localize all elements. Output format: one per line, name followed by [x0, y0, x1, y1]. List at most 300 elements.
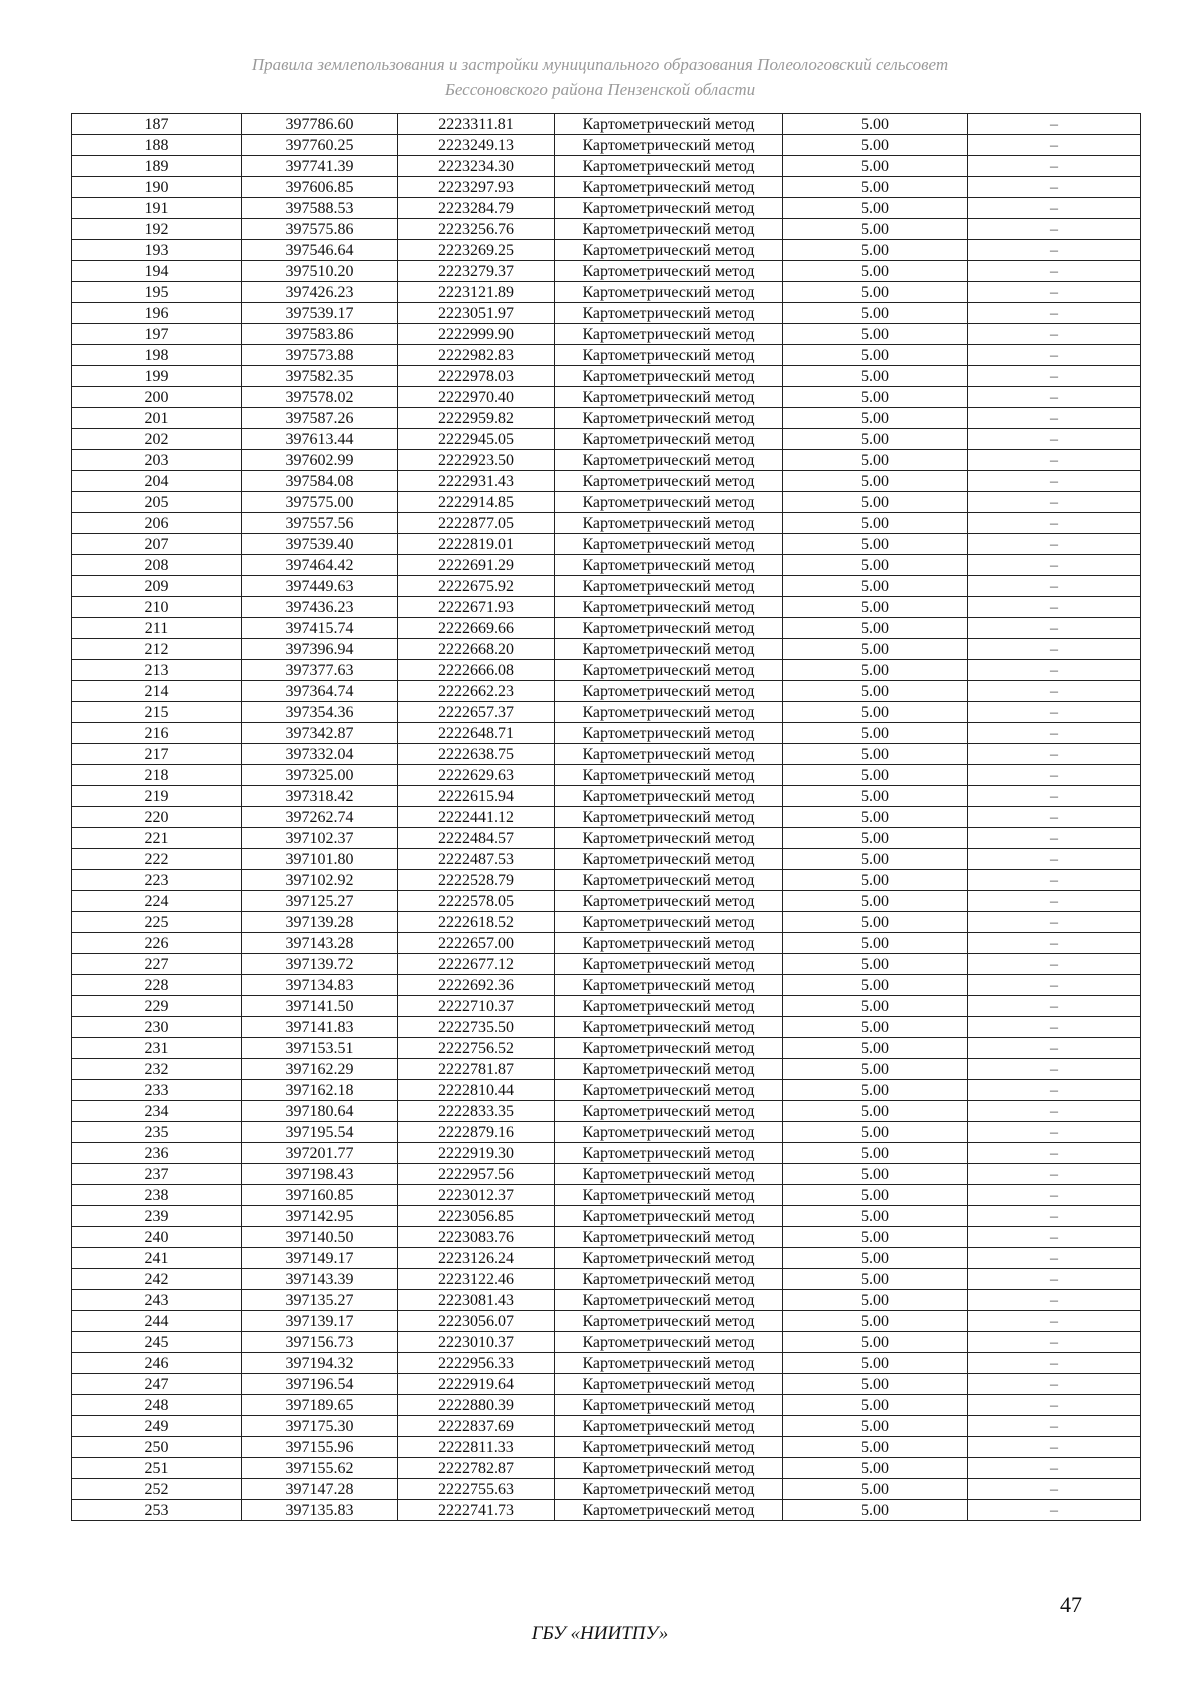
y-coordinate-cell: 2223279.37	[398, 261, 555, 282]
x-coordinate-cell: 397786.60	[242, 114, 398, 135]
y-coordinate-cell: 2223083.76	[398, 1227, 555, 1248]
x-coordinate-cell: 397134.83	[242, 975, 398, 996]
note-cell: –	[968, 408, 1141, 429]
y-coordinate-cell: 2222879.16	[398, 1122, 555, 1143]
table-row	[72, 870, 1141, 891]
y-coordinate-cell: 2222978.03	[398, 366, 555, 387]
accuracy-cell: 5.00	[783, 597, 968, 618]
method-cell: Картометрический метод	[555, 597, 783, 618]
y-coordinate-cell: 2222666.08	[398, 660, 555, 681]
point-number-cell: 250	[72, 1437, 242, 1458]
y-coordinate-cell: 2222999.90	[398, 324, 555, 345]
y-coordinate-cell: 2222833.35	[398, 1101, 555, 1122]
point-number-cell: 245	[72, 1332, 242, 1353]
table-row	[72, 429, 1141, 450]
x-coordinate-cell: 397155.96	[242, 1437, 398, 1458]
table-row	[72, 1143, 1141, 1164]
x-coordinate-cell: 397354.36	[242, 702, 398, 723]
point-number-cell: 223	[72, 870, 242, 891]
point-number-cell: 247	[72, 1374, 242, 1395]
table-row	[72, 114, 1141, 135]
method-cell: Картометрический метод	[555, 1332, 783, 1353]
accuracy-cell: 5.00	[783, 345, 968, 366]
accuracy-cell: 5.00	[783, 387, 968, 408]
table-row	[72, 198, 1141, 219]
table-row	[72, 1080, 1141, 1101]
note-cell: –	[968, 114, 1141, 135]
point-number-cell: 249	[72, 1416, 242, 1437]
x-coordinate-cell: 397143.28	[242, 933, 398, 954]
y-coordinate-cell: 2222837.69	[398, 1416, 555, 1437]
table-row	[72, 765, 1141, 786]
method-cell: Картометрический метод	[555, 702, 783, 723]
method-cell: Картометрический метод	[555, 933, 783, 954]
note-cell: –	[968, 240, 1141, 261]
x-coordinate-cell: 397415.74	[242, 618, 398, 639]
x-coordinate-cell: 397139.72	[242, 954, 398, 975]
note-cell: –	[968, 156, 1141, 177]
table-row	[72, 1269, 1141, 1290]
y-coordinate-cell: 2222919.30	[398, 1143, 555, 1164]
accuracy-cell: 5.00	[783, 429, 968, 450]
x-coordinate-cell: 397436.23	[242, 597, 398, 618]
table-row	[72, 576, 1141, 597]
accuracy-cell: 5.00	[783, 891, 968, 912]
point-number-cell: 251	[72, 1458, 242, 1479]
note-cell: –	[968, 702, 1141, 723]
point-number-cell: 194	[72, 261, 242, 282]
accuracy-cell: 5.00	[783, 303, 968, 324]
table-row	[72, 744, 1141, 765]
point-number-cell: 208	[72, 555, 242, 576]
method-cell: Картометрический метод	[555, 1185, 783, 1206]
note-cell: –	[968, 849, 1141, 870]
accuracy-cell: 5.00	[783, 1101, 968, 1122]
note-cell: –	[968, 891, 1141, 912]
y-coordinate-cell: 2222782.87	[398, 1458, 555, 1479]
x-coordinate-cell: 397198.43	[242, 1164, 398, 1185]
method-cell: Картометрический метод	[555, 555, 783, 576]
point-number-cell: 231	[72, 1038, 242, 1059]
x-coordinate-cell: 397557.56	[242, 513, 398, 534]
accuracy-cell: 5.00	[783, 1080, 968, 1101]
x-coordinate-cell: 397135.27	[242, 1290, 398, 1311]
point-number-cell: 190	[72, 177, 242, 198]
method-cell: Картометрический метод	[555, 723, 783, 744]
point-number-cell: 188	[72, 135, 242, 156]
point-number-cell: 225	[72, 912, 242, 933]
page-number: 47	[1060, 1592, 1082, 1617]
y-coordinate-cell: 2223249.13	[398, 135, 555, 156]
y-coordinate-cell: 2223269.25	[398, 240, 555, 261]
point-number-cell: 221	[72, 828, 242, 849]
y-coordinate-cell: 2222662.23	[398, 681, 555, 702]
x-coordinate-cell: 397573.88	[242, 345, 398, 366]
point-number-cell: 228	[72, 975, 242, 996]
y-coordinate-cell: 2222755.63	[398, 1479, 555, 1500]
table-row	[72, 513, 1141, 534]
y-coordinate-cell: 2222618.52	[398, 912, 555, 933]
x-coordinate-cell: 397741.39	[242, 156, 398, 177]
method-cell: Картометрический метод	[555, 1500, 783, 1521]
y-coordinate-cell: 2222957.56	[398, 1164, 555, 1185]
accuracy-cell: 5.00	[783, 1269, 968, 1290]
x-coordinate-cell: 397153.51	[242, 1038, 398, 1059]
note-cell: –	[968, 1437, 1141, 1458]
x-coordinate-cell: 397135.83	[242, 1500, 398, 1521]
table-row	[72, 240, 1141, 261]
x-coordinate-cell: 397546.64	[242, 240, 398, 261]
x-coordinate-cell: 397426.23	[242, 282, 398, 303]
accuracy-cell: 5.00	[783, 975, 968, 996]
note-cell: –	[968, 471, 1141, 492]
point-number-cell: 241	[72, 1248, 242, 1269]
method-cell: Картометрический метод	[555, 1038, 783, 1059]
method-cell: Картометрический метод	[555, 345, 783, 366]
accuracy-cell: 5.00	[783, 282, 968, 303]
y-coordinate-cell: 2223284.79	[398, 198, 555, 219]
method-cell: Картометрический метод	[555, 912, 783, 933]
accuracy-cell: 5.00	[783, 1164, 968, 1185]
note-cell: –	[968, 765, 1141, 786]
point-number-cell: 202	[72, 429, 242, 450]
point-number-cell: 226	[72, 933, 242, 954]
y-coordinate-cell: 2222877.05	[398, 513, 555, 534]
note-cell: –	[968, 1500, 1141, 1521]
table-row	[72, 492, 1141, 513]
table-row	[72, 1437, 1141, 1458]
point-number-cell: 237	[72, 1164, 242, 1185]
x-coordinate-cell: 397613.44	[242, 429, 398, 450]
table-row	[72, 1038, 1141, 1059]
point-number-cell: 236	[72, 1143, 242, 1164]
accuracy-cell: 5.00	[783, 786, 968, 807]
y-coordinate-cell: 2222956.33	[398, 1353, 555, 1374]
point-number-cell: 201	[72, 408, 242, 429]
x-coordinate-cell: 397143.39	[242, 1269, 398, 1290]
point-number-cell: 191	[72, 198, 242, 219]
y-coordinate-cell: 2222657.00	[398, 933, 555, 954]
point-number-cell: 205	[72, 492, 242, 513]
y-coordinate-cell: 2222677.12	[398, 954, 555, 975]
x-coordinate-cell: 397180.64	[242, 1101, 398, 1122]
note-cell: –	[968, 639, 1141, 660]
table-row	[72, 156, 1141, 177]
note-cell: –	[968, 1206, 1141, 1227]
point-number-cell: 229	[72, 996, 242, 1017]
method-cell: Картометрический метод	[555, 471, 783, 492]
note-cell: –	[968, 576, 1141, 597]
x-coordinate-cell: 397464.42	[242, 555, 398, 576]
x-coordinate-cell: 397582.35	[242, 366, 398, 387]
note-cell: –	[968, 534, 1141, 555]
x-coordinate-cell: 397139.17	[242, 1311, 398, 1332]
table-row	[72, 219, 1141, 240]
y-coordinate-cell: 2222578.05	[398, 891, 555, 912]
method-cell: Картометрический метод	[555, 1374, 783, 1395]
method-cell: Картометрический метод	[555, 534, 783, 555]
table-row	[72, 786, 1141, 807]
x-coordinate-cell: 397141.50	[242, 996, 398, 1017]
method-cell: Картометрический метод	[555, 429, 783, 450]
point-number-cell: 215	[72, 702, 242, 723]
method-cell: Картометрический метод	[555, 891, 783, 912]
point-number-cell: 209	[72, 576, 242, 597]
method-cell: Картометрический метод	[555, 954, 783, 975]
note-cell: –	[968, 135, 1141, 156]
accuracy-cell: 5.00	[783, 828, 968, 849]
note-cell: –	[968, 870, 1141, 891]
y-coordinate-cell: 2223121.89	[398, 282, 555, 303]
accuracy-cell: 5.00	[783, 1395, 968, 1416]
accuracy-cell: 5.00	[783, 618, 968, 639]
accuracy-cell: 5.00	[783, 639, 968, 660]
x-coordinate-cell: 397449.63	[242, 576, 398, 597]
note-cell: –	[968, 975, 1141, 996]
accuracy-cell: 5.00	[783, 765, 968, 786]
x-coordinate-cell: 397364.74	[242, 681, 398, 702]
method-cell: Картометрический метод	[555, 513, 783, 534]
method-cell: Картометрический метод	[555, 261, 783, 282]
note-cell: –	[968, 1122, 1141, 1143]
point-number-cell: 239	[72, 1206, 242, 1227]
accuracy-cell: 5.00	[783, 534, 968, 555]
accuracy-cell: 5.00	[783, 135, 968, 156]
y-coordinate-cell: 2223056.07	[398, 1311, 555, 1332]
table-row	[72, 723, 1141, 744]
table-row	[72, 933, 1141, 954]
method-cell: Картометрический метод	[555, 1227, 783, 1248]
note-cell: –	[968, 681, 1141, 702]
y-coordinate-cell: 2223311.81	[398, 114, 555, 135]
x-coordinate-cell: 397142.95	[242, 1206, 398, 1227]
method-cell: Картометрический метод	[555, 807, 783, 828]
table-row	[72, 282, 1141, 303]
running-header	[0, 52, 1200, 102]
point-number-cell: 230	[72, 1017, 242, 1038]
note-cell: –	[968, 1185, 1141, 1206]
point-number-cell: 196	[72, 303, 242, 324]
table-row	[72, 912, 1141, 933]
table-row	[72, 1353, 1141, 1374]
note-cell: –	[968, 933, 1141, 954]
header-line-1: Правила землепользования и застройки муниципального образования Полеологовский сельсовет	[251, 55, 949, 74]
x-coordinate-cell: 397141.83	[242, 1017, 398, 1038]
table-row	[72, 1395, 1141, 1416]
accuracy-cell: 5.00	[783, 723, 968, 744]
method-cell: Картометрический метод	[555, 1395, 783, 1416]
note-cell: –	[968, 954, 1141, 975]
y-coordinate-cell: 2222959.82	[398, 408, 555, 429]
x-coordinate-cell: 397101.80	[242, 849, 398, 870]
y-coordinate-cell: 2222668.20	[398, 639, 555, 660]
x-coordinate-cell: 397194.32	[242, 1353, 398, 1374]
accuracy-cell: 5.00	[783, 198, 968, 219]
note-cell: –	[968, 198, 1141, 219]
note-cell: –	[968, 1353, 1141, 1374]
table-row	[72, 891, 1141, 912]
y-coordinate-cell: 2222810.44	[398, 1080, 555, 1101]
table-row	[72, 1500, 1141, 1521]
note-cell: –	[968, 261, 1141, 282]
table-row	[72, 555, 1141, 576]
method-cell: Картометрический метод	[555, 1059, 783, 1080]
note-cell: –	[968, 219, 1141, 240]
y-coordinate-cell: 2222945.05	[398, 429, 555, 450]
note-cell: –	[968, 1290, 1141, 1311]
accuracy-cell: 5.00	[783, 1332, 968, 1353]
point-number-cell: 242	[72, 1269, 242, 1290]
x-coordinate-cell: 397162.18	[242, 1080, 398, 1101]
x-coordinate-cell: 397325.00	[242, 765, 398, 786]
note-cell: –	[968, 1101, 1141, 1122]
accuracy-cell: 5.00	[783, 807, 968, 828]
table-row	[72, 1101, 1141, 1122]
table-row	[72, 954, 1141, 975]
point-number-cell: 193	[72, 240, 242, 261]
method-cell: Картометрический метод	[555, 1122, 783, 1143]
point-number-cell: 252	[72, 1479, 242, 1500]
table-row	[72, 1206, 1141, 1227]
method-cell: Картометрический метод	[555, 1206, 783, 1227]
table-row	[72, 1374, 1141, 1395]
x-coordinate-cell: 397262.74	[242, 807, 398, 828]
method-cell: Картометрический метод	[555, 996, 783, 1017]
point-number-cell: 227	[72, 954, 242, 975]
method-cell: Картометрический метод	[555, 870, 783, 891]
method-cell: Картометрический метод	[555, 618, 783, 639]
note-cell: –	[968, 429, 1141, 450]
note-cell: –	[968, 996, 1141, 1017]
accuracy-cell: 5.00	[783, 1059, 968, 1080]
point-number-cell: 224	[72, 891, 242, 912]
x-coordinate-cell: 397139.28	[242, 912, 398, 933]
method-cell: Картометрический метод	[555, 1164, 783, 1185]
table-row	[72, 1332, 1141, 1353]
table-row	[72, 1227, 1141, 1248]
table-row	[72, 1416, 1141, 1437]
method-cell: Картометрический метод	[555, 765, 783, 786]
y-coordinate-cell: 2222781.87	[398, 1059, 555, 1080]
point-number-cell: 206	[72, 513, 242, 534]
note-cell: –	[968, 513, 1141, 534]
x-coordinate-cell: 397584.08	[242, 471, 398, 492]
table-row	[72, 996, 1141, 1017]
accuracy-cell: 5.00	[783, 114, 968, 135]
x-coordinate-cell: 397149.17	[242, 1248, 398, 1269]
table-row	[72, 408, 1141, 429]
x-coordinate-cell: 397587.26	[242, 408, 398, 429]
accuracy-cell: 5.00	[783, 513, 968, 534]
x-coordinate-cell: 397102.92	[242, 870, 398, 891]
y-coordinate-cell: 2222629.63	[398, 765, 555, 786]
method-cell: Картометрический метод	[555, 1248, 783, 1269]
point-number-cell: 219	[72, 786, 242, 807]
point-number-cell: 197	[72, 324, 242, 345]
y-coordinate-cell: 2222528.79	[398, 870, 555, 891]
point-number-cell: 214	[72, 681, 242, 702]
y-coordinate-cell: 2222741.73	[398, 1500, 555, 1521]
accuracy-cell: 5.00	[783, 324, 968, 345]
method-cell: Картометрический метод	[555, 1017, 783, 1038]
method-cell: Картометрический метод	[555, 198, 783, 219]
note-cell: –	[968, 1311, 1141, 1332]
point-number-cell: 200	[72, 387, 242, 408]
accuracy-cell: 5.00	[783, 1290, 968, 1311]
table-row	[72, 261, 1141, 282]
accuracy-cell: 5.00	[783, 1143, 968, 1164]
y-coordinate-cell: 2223012.37	[398, 1185, 555, 1206]
method-cell: Картометрический метод	[555, 576, 783, 597]
note-cell: –	[968, 1080, 1141, 1101]
point-number-cell: 216	[72, 723, 242, 744]
x-coordinate-cell: 397140.50	[242, 1227, 398, 1248]
table-row	[72, 618, 1141, 639]
accuracy-cell: 5.00	[783, 1227, 968, 1248]
note-cell: –	[968, 1143, 1141, 1164]
accuracy-cell: 5.00	[783, 1500, 968, 1521]
y-coordinate-cell: 2222692.36	[398, 975, 555, 996]
y-coordinate-cell: 2222710.37	[398, 996, 555, 1017]
note-cell: –	[968, 1395, 1141, 1416]
note-cell: –	[968, 912, 1141, 933]
method-cell: Картометрический метод	[555, 1290, 783, 1311]
y-coordinate-cell: 2222819.01	[398, 534, 555, 555]
y-coordinate-cell: 2222441.12	[398, 807, 555, 828]
accuracy-cell: 5.00	[783, 156, 968, 177]
y-coordinate-cell: 2223297.93	[398, 177, 555, 198]
note-cell: –	[968, 1017, 1141, 1038]
note-cell: –	[968, 303, 1141, 324]
accuracy-cell: 5.00	[783, 912, 968, 933]
method-cell: Картометрический метод	[555, 156, 783, 177]
accuracy-cell: 5.00	[783, 240, 968, 261]
table-row	[72, 303, 1141, 324]
method-cell: Картометрический метод	[555, 1101, 783, 1122]
table-row	[72, 471, 1141, 492]
table-row	[72, 828, 1141, 849]
note-cell: –	[968, 282, 1141, 303]
point-number-cell: 244	[72, 1311, 242, 1332]
method-cell: Картометрический метод	[555, 1080, 783, 1101]
method-cell: Картометрический метод	[555, 303, 783, 324]
table-row	[72, 534, 1141, 555]
point-number-cell: 187	[72, 114, 242, 135]
y-coordinate-cell: 2222691.29	[398, 555, 555, 576]
accuracy-cell: 5.00	[783, 450, 968, 471]
accuracy-cell: 5.00	[783, 1353, 968, 1374]
y-coordinate-cell: 2223081.43	[398, 1290, 555, 1311]
note-cell: –	[968, 723, 1141, 744]
x-coordinate-cell: 397575.00	[242, 492, 398, 513]
method-cell: Картометрический метод	[555, 1458, 783, 1479]
method-cell: Картометрический метод	[555, 324, 783, 345]
point-number-cell: 210	[72, 597, 242, 618]
x-coordinate-cell: 397125.27	[242, 891, 398, 912]
x-coordinate-cell: 397162.29	[242, 1059, 398, 1080]
x-coordinate-cell: 397147.28	[242, 1479, 398, 1500]
method-cell: Картометрический метод	[555, 681, 783, 702]
accuracy-cell: 5.00	[783, 870, 968, 891]
accuracy-cell: 5.00	[783, 1416, 968, 1437]
note-cell: –	[968, 1332, 1141, 1353]
accuracy-cell: 5.00	[783, 933, 968, 954]
method-cell: Картометрический метод	[555, 1269, 783, 1290]
y-coordinate-cell: 2222484.57	[398, 828, 555, 849]
method-cell: Картометрический метод	[555, 1143, 783, 1164]
x-coordinate-cell: 397175.30	[242, 1416, 398, 1437]
y-coordinate-cell: 2222671.93	[398, 597, 555, 618]
